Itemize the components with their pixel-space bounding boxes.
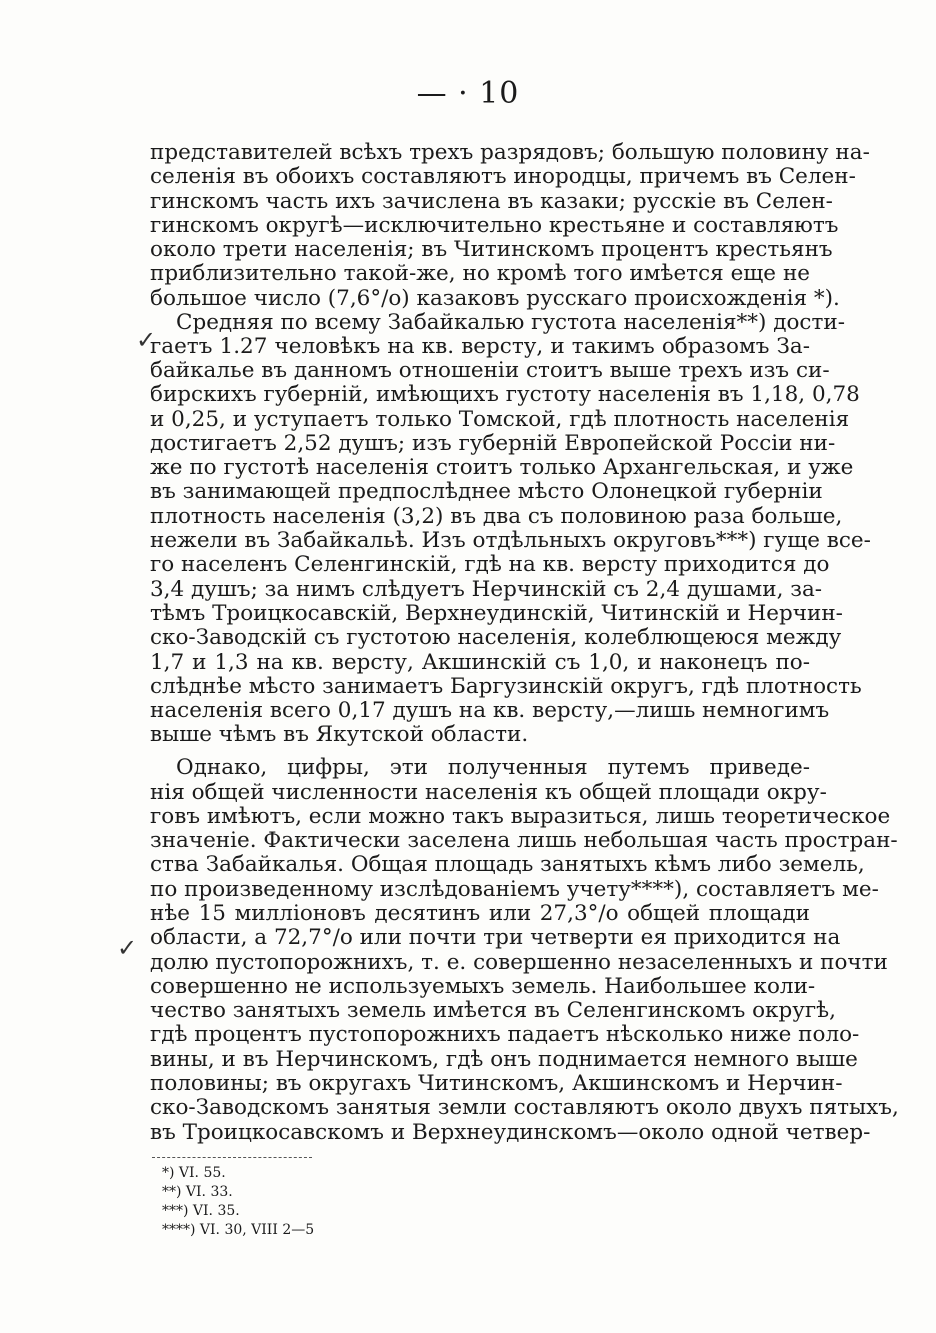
text-line: байкалье въ данномъ отношеніи стоитъ выше трехъ изъ си- bbox=[150, 358, 830, 383]
text-line: представителей всѣхъ трехъ разрядовъ; большую половину на- bbox=[150, 140, 870, 165]
text-line: ско-Заводскій съ густотою населенія, колеблющеюся между bbox=[150, 625, 842, 650]
text-line: достигаетъ 2,52 душъ; изъ губерній Европейской Россіи ни- bbox=[150, 431, 836, 456]
text-line: нежели въ Забайкальѣ. Изъ отдѣльныхъ округовъ***) гуще все- bbox=[150, 528, 871, 553]
footnote: ****) VI. 30, VIII 2—5 bbox=[162, 1222, 315, 1238]
margin-check-mark: ✓ bbox=[136, 326, 157, 354]
text-line: въ Троицкосавскомъ и Верхнеудинскомъ—около одной четвер- bbox=[150, 1120, 871, 1145]
text-line: совершенно не используемыхъ земель. Наибольшее коли- bbox=[150, 974, 816, 999]
text-line: гинскомъ часть ихъ зачислена въ казаки; русскіе въ Селен- bbox=[150, 189, 833, 214]
text-line: говъ имѣютъ, если можно такъ выразиться, лишь теоретическое bbox=[150, 804, 891, 829]
margin-check-mark: ✓ bbox=[117, 934, 138, 962]
text-line: селенія въ обоихъ составляютъ инородцы, причемъ въ Селен- bbox=[150, 164, 856, 189]
text-line: 3,4 душъ; за нимъ слѣдуетъ Нерчинскій съ 2,4 душами, за- bbox=[150, 577, 823, 602]
text-line: Однако, цифры, эти полученныя путемъ приведе- bbox=[176, 755, 810, 780]
text-line: плотность населенія (3,2) въ два съ половиною раза больше, bbox=[150, 504, 843, 529]
text-line: и 0,25, и уступаетъ только Томской, гдѣ плотность населенія bbox=[150, 407, 850, 432]
text-line: тѣмъ Троицкосавскій, Верхнеудинскій, Читинскій и Нерчин- bbox=[150, 601, 843, 626]
page-number: — · 10 bbox=[416, 76, 520, 111]
text-line: ства Забайкалья. Общая площадь занятыхъ кѣмъ либо земель, bbox=[150, 852, 865, 877]
footnote: *) VI. 55. bbox=[162, 1165, 226, 1181]
text-line: нія общей численности населенія къ общей площади окру- bbox=[150, 780, 827, 805]
text-line: гинскомъ округѣ—исключительно крестьяне и составляютъ bbox=[150, 213, 839, 238]
text-line: же по густотѣ населенія стоитъ только Архангельская, и уже bbox=[150, 455, 854, 480]
text-line: большое число (7,6°/о) казаковъ русскаго происхожденія *). bbox=[150, 286, 840, 311]
footnote: ***) VI. 35. bbox=[162, 1203, 240, 1219]
text-line: бирскихъ губерній, имѣющихъ густоту населенія въ 1,18, 0,78 bbox=[150, 382, 860, 407]
text-line: долю пустопорожнихъ, т. е. совершенно незаселенныхъ и почти bbox=[150, 950, 888, 975]
text-line: слѣднѣе мѣсто занимаетъ Баргузинскій округъ, гдѣ плотность bbox=[150, 674, 862, 699]
text-line: ско-Заводскомъ занятыя земли составляютъ около двухъ пятыхъ, bbox=[150, 1095, 899, 1120]
text-line: значеніе. Фактически заселена лишь небольшая часть простран- bbox=[150, 828, 898, 853]
text-line: гаетъ 1.27 человѣкъ на кв. версту, и такимъ образомъ За- bbox=[150, 334, 810, 359]
text-line: Средняя по всему Забайкалью густота населенія**) дости- bbox=[176, 310, 845, 335]
footnote-separator bbox=[152, 1157, 312, 1158]
text-line: половины; въ округахъ Читинскомъ, Акшинскомъ и Нерчин- bbox=[150, 1071, 843, 1096]
text-line: населенія всего 0,17 душъ на кв. версту,—лишь немногимъ bbox=[150, 698, 830, 723]
text-line: 1,7 и 1,3 на кв. версту, Акшинскій съ 1,0, и наконецъ по- bbox=[150, 650, 810, 675]
text-line: го населенъ Селенгинскій, гдѣ на кв. версту приходится до bbox=[150, 552, 830, 577]
text-line: области, а 72,7°/о или почти три четверти ея приходится на bbox=[150, 925, 841, 950]
text-line: выше чѣмъ въ Якутской области. bbox=[150, 722, 529, 747]
text-line: нѣе 15 милліоновъ десятинъ или 27,3°/о общей площади bbox=[150, 901, 810, 926]
text-line: по произведенному изслѣдованіемъ учету****), составляетъ ме- bbox=[150, 877, 879, 902]
text-line: гдѣ процентъ пустопорожнихъ падаетъ нѣсколько ниже поло- bbox=[150, 1022, 860, 1047]
text-line: вины, и въ Нерчинскомъ, гдѣ онъ поднимается немного выше bbox=[150, 1047, 858, 1072]
text-line: около трети населенія; въ Читинскомъ процентъ крестьянъ bbox=[150, 237, 833, 262]
text-line: приблизительно такой-же, но кромѣ того имѣется еще не bbox=[150, 261, 810, 286]
text-line: въ занимающей предпослѣднее мѣсто Олонецкой губерніи bbox=[150, 479, 823, 504]
footnote: **) VI. 33. bbox=[162, 1184, 233, 1200]
text-line: чество занятыхъ земель имѣется въ Селенгинскомъ округѣ, bbox=[150, 998, 836, 1023]
